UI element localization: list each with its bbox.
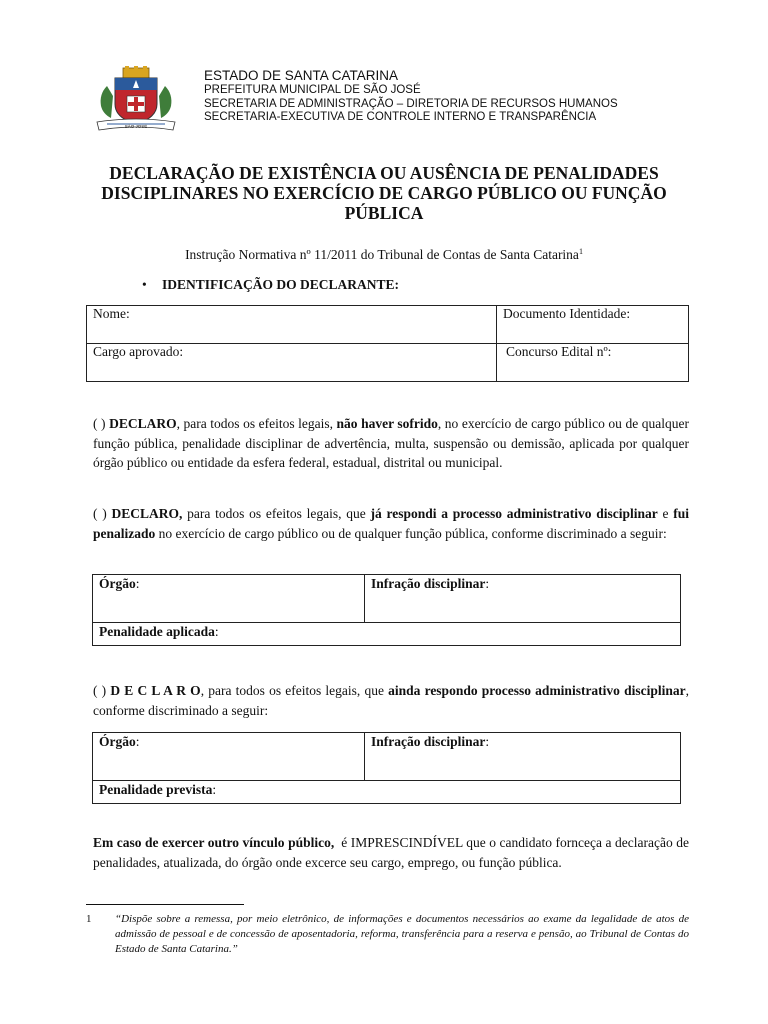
declaration-emphasis: fui penalizado [93,506,690,541]
name-label: Nome: [93,306,130,321]
footnote-text: “Dispõe sobre a remessa, por meio eletrônico, de informações e documentos necessários ao exame da legalidade de atos de admissão de pessoal e de concessão de aposentadoria, reforma, transferência para a reserva e pensão, ao Tribunal de Contas do Estado de Santa Catarina.” [115,913,689,955]
infraction-field[interactable] [365,733,681,781]
penalty-label: Penalidade aplicada [99,624,215,639]
checkbox-penalized[interactable]: ( ) [93,506,107,521]
declaration-penalized [93,504,689,543]
penalty-field[interactable] [93,623,681,646]
declaration-emphasis: já respondi a processo administrativo disciplinar [370,506,658,521]
declaro-label: DECLARO, [111,506,183,521]
penalty-expected-table [92,732,681,804]
infraction-label: Infração disciplinar [371,576,486,591]
footnote-number: 1 [86,913,92,925]
declaro-label: DECLARO [109,416,177,431]
title-line: DISCIPLINARES NO EXERCÍCIO DE CARGO PÚBLICO OU FUNÇÃO [101,183,667,203]
declaration-text: no exercício de cargo público ou de qualquer função pública, conforme discriminado a seguir: [155,525,667,541]
declaration-text: e [657,506,674,521]
municipal-coat-of-arms-icon [93,66,179,134]
state-name: ESTADO DE SANTA CATARINA [204,68,399,83]
header-line: SECRETARIA DE ADMINISTRAÇÃO – DIRETORIA DE RECURSOS HUMANOS [204,97,618,110]
position-field[interactable] [87,344,497,382]
declaration-no-penalty [93,414,689,473]
organ-field[interactable] [93,733,365,781]
document-label: Documento Identidade: [503,306,631,321]
infraction-label: Infração disciplinar [371,734,486,749]
instruction-text: Instrução Normativa nº 11/2011 do Tribunal de Contas de Santa Catarina [185,247,579,262]
section-heading [142,276,399,294]
edital-label: Concurso Edital nº: [506,344,612,359]
section-title: IDENTIFICAÇÃO DO DECLARANTE: [162,277,400,292]
title-line: PÚBLICA [344,203,424,223]
other-link-note [93,833,693,872]
declaration-text: , para todos os efeitos legais, que [200,683,389,698]
colon: : [135,734,140,749]
table-row [93,781,681,804]
declaration-text: , conforme discriminado a seguir: [93,683,689,718]
letterhead [0,0,768,140]
table-row [93,623,681,646]
name-field[interactable] [87,306,497,344]
note-text: é IMPRESCINDÍVEL que o candidato fornceça a declaração de penalidades, atualizada, do órgão onde excerce seu cargo, emprego, ou função pública. [93,835,693,870]
declaro-label: D E C L A R O [110,683,201,698]
colon: : [135,576,140,591]
edital-field[interactable] [497,344,689,382]
bullet: • [142,277,147,292]
table-row [93,733,681,781]
organ-label: Órgão [99,576,136,591]
colon: : [485,734,490,749]
table-row [87,344,689,382]
declaration-pending [93,681,689,720]
footnote-ref: 1 [578,247,583,256]
declaration-text: para todos os efeitos legais, que [182,506,371,521]
colon: : [485,576,490,591]
declaration-text: , para todos os efeitos legais, [176,416,337,431]
organ-field[interactable] [93,575,365,623]
letterhead-text [204,68,618,125]
identification-table [86,305,689,382]
table-row [87,306,689,344]
position-label: Cargo aprovado: [93,344,184,359]
penalty-label: Penalidade prevista [99,782,213,797]
note-emphasis: Em caso de exercer outro vínculo público, [93,835,335,850]
declaration-text: , no exercício de cargo público ou de qualquer função pública, penalidade disciplinar de advertência, multa, suspensão ou demissão, aplicada por qualquer órgão público ou entidade da esfera federal, estadual, distrital ou municipal. [93,416,689,470]
colon: : [214,624,219,639]
document-field[interactable] [497,306,689,344]
checkbox-no-penalty[interactable]: ( ) [93,416,106,431]
checkbox-pending[interactable]: ( ) [93,683,107,698]
header-line: PREFEITURA MUNICIPAL DE SÃO JOSÉ [204,84,421,96]
title-line: DECLARAÇÃO DE EXISTÊNCIA OU AUSÊNCIA DE PENALIDADES [109,163,659,183]
penalty-field[interactable] [93,781,681,804]
colon: : [212,782,217,797]
infraction-field[interactable] [365,575,681,623]
table-row [93,575,681,623]
crest-motto: SÃO JOSÉ [124,124,148,129]
instruction-reference [80,243,688,264]
footnote-divider [86,904,244,905]
declaration-emphasis: não haver sofrido [336,416,438,431]
header-line: SECRETARIA-EXECUTIVA DE CONTROLE INTERNO E TRANSPARÊNCIA [204,111,597,123]
declaration-emphasis: ainda respondo processo administrativo disciplinar [388,683,686,698]
organ-label: Órgão [99,734,136,749]
penalty-applied-table [92,574,681,646]
document-title [80,163,688,223]
